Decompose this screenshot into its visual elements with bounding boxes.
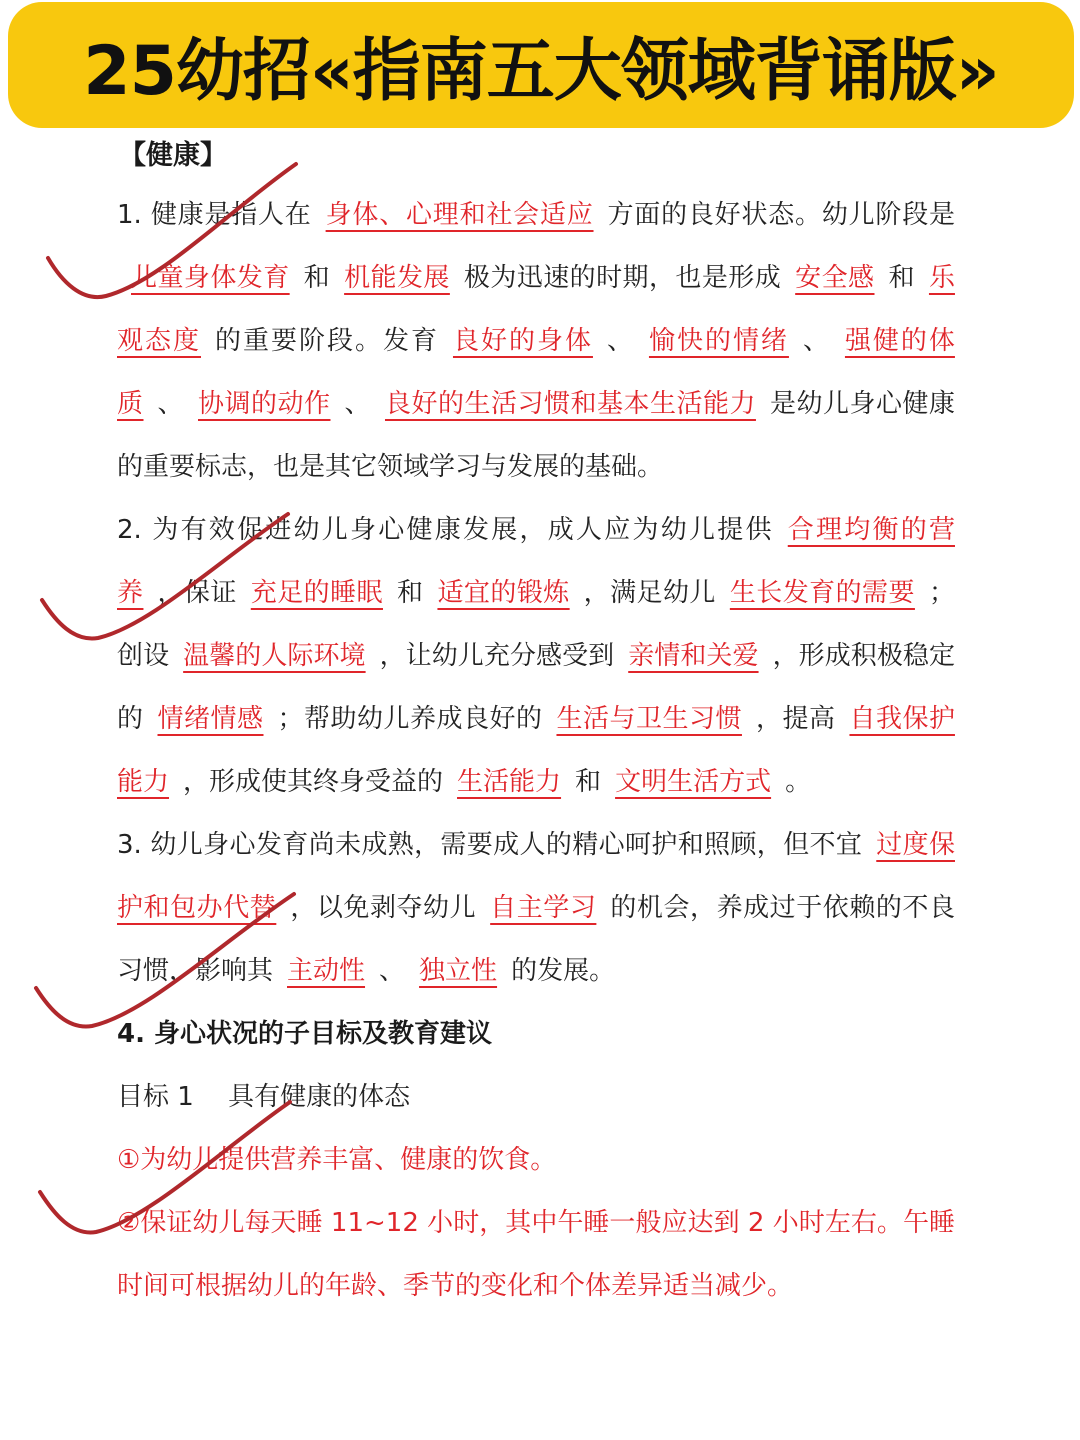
answer-blank: 情绪情感 <box>157 704 264 734</box>
text: ，让幼儿充分感受到 <box>379 641 615 671</box>
text: 的机会，养成过于依赖的不良习惯，影响其 <box>117 893 955 986</box>
answer-blank: 充足的睡眠 <box>250 578 383 608</box>
text: ，保证 <box>157 578 237 608</box>
text: 、 <box>344 389 371 419</box>
goal-heading: 目标 1 具有健康的体态 <box>117 1082 411 1112</box>
text: 和 <box>888 263 915 293</box>
answer-blank: 儿童身体发育 <box>131 263 290 293</box>
text: 、 <box>157 389 184 419</box>
answer-blank: 身体、心理和社会适应 <box>325 200 594 230</box>
answer-blank: 自主学习 <box>490 893 597 923</box>
answer-blank: 机能发展 <box>344 263 450 293</box>
text: 的发展。 <box>511 956 616 986</box>
answer-blank: 亲情和关爱 <box>628 641 759 671</box>
answer-blank: 良好的生活习惯和基本生活能力 <box>384 389 756 419</box>
text: 1. 健康是指人在 <box>117 200 312 230</box>
text: ，满足幼儿 <box>583 578 716 608</box>
answer-blank: 主动性 <box>287 956 366 986</box>
text: 、 <box>379 956 406 986</box>
text: 极为迅速的时期，也是形成 <box>463 263 782 293</box>
answer-blank: 强健的体质 <box>117 326 955 419</box>
answer-blank: 生长发育的需要 <box>729 578 915 608</box>
answer-blank: 良好的身体 <box>452 326 593 356</box>
text: ；帮助幼儿养成良好的 <box>277 704 543 734</box>
text: 的重要阶段。发育 <box>215 326 439 356</box>
text: 。 <box>785 767 812 797</box>
answer-blank: 独立性 <box>419 956 498 986</box>
text: 、 <box>802 326 831 356</box>
text: ；创设 <box>117 578 955 671</box>
page-title: 25幼招«指南五大领域背诵版» <box>83 31 999 111</box>
answer-blank: 愉快的情绪 <box>648 326 789 356</box>
text: 3. 幼儿身心发育尚未成熟，需要成人的精心呵护和照顾，但不宜 <box>117 830 863 860</box>
paragraph-1 <box>117 184 955 499</box>
document-body <box>117 128 955 1318</box>
text: ，形成使其终身受益的 <box>183 767 444 797</box>
text: 和 <box>575 767 602 797</box>
answer-blank: 温馨的人际环境 <box>183 641 366 671</box>
answer-blank: 协调的动作 <box>198 389 331 419</box>
text: 2. 为有效促进幼儿身心健康发展，成人应为幼儿提供 <box>117 515 774 545</box>
title-banner <box>8 2 1074 128</box>
answer-blank: 文明生活方式 <box>615 767 772 797</box>
answer-blank: 自我保护能力 <box>117 704 955 797</box>
answer-blank: 生活能力 <box>457 767 562 797</box>
answer-blank: 过度保护和包办代替 <box>117 830 955 923</box>
suggestion-1: ①为幼儿提供营养丰富、健康的饮食。 <box>117 1145 557 1175</box>
section-heading: 【健康】 <box>119 140 227 171</box>
paragraph-2 <box>117 499 955 814</box>
text: 方面的良好状态。幼儿阶段是 <box>607 200 955 230</box>
subsection-heading: 4. 身心状况的子目标及教育建议 <box>117 1019 493 1049</box>
text: 、 <box>606 326 635 356</box>
suggestion-2: ②保证幼儿每天睡 11~12 小时，其中午睡一般应达到 2 小时左右。午睡时间可根据幼儿的年龄、季节的变化和个体差异适当减少。 <box>117 1208 955 1301</box>
text: ，提高 <box>755 704 836 734</box>
paragraph-3 <box>117 814 955 1003</box>
answer-blank: 合理均衡的营养 <box>117 515 955 608</box>
answer-blank: 生活与卫生习惯 <box>556 704 742 734</box>
text: 和 <box>303 263 331 293</box>
answer-blank: 安全感 <box>795 263 875 293</box>
text: ，形成积极稳定的 <box>117 641 955 734</box>
text: 是幼儿身心健康的重要标志，也是其它领域学习与发展的基础。 <box>117 389 955 482</box>
answer-blank: 乐观态度 <box>117 263 955 356</box>
text: 和 <box>396 578 424 608</box>
text: ，以免剥夺幼儿 <box>290 893 477 923</box>
answer-blank: 适宜的锻炼 <box>437 578 570 608</box>
